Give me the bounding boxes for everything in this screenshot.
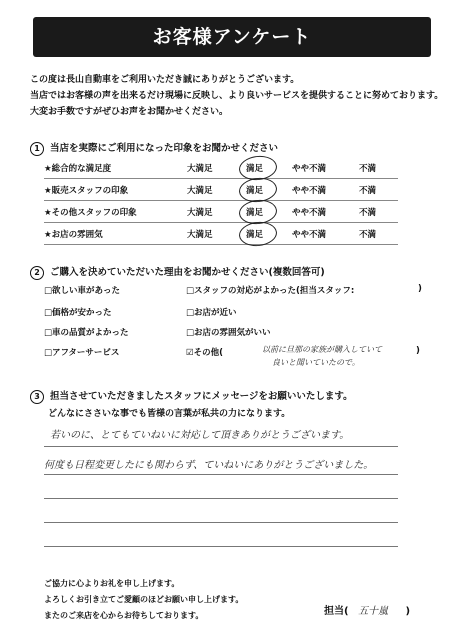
message-ruled-line [44,498,398,499]
reason-checkbox-atmosphere[interactable]: □お店の雰囲気がいい [186,328,271,338]
other-paren-close: ) [416,346,420,356]
message-ruled-line [44,546,398,547]
closing-line: ご協力に心よりお礼を申し上げます。 [44,579,180,588]
reason-checkbox-wanted-car[interactable]: □欲しい車があった [44,286,120,296]
choice-satisfied-selected[interactable]: 満足 [246,208,264,218]
q3-number: 3 [30,390,44,404]
closing-text [44,576,243,624]
choice-satisfied-selected[interactable]: 満足 [246,164,264,174]
message-ruled-line [44,522,398,523]
message-line-1: 若いのに、とてもていねいに対応して頂きありがとうございます。 [50,430,350,441]
choice-satisfied-selected[interactable]: 満足 [246,230,264,240]
message-ruled-line [44,446,398,447]
q3-subheading: どんなにささいな事でも皆様の言葉が私共の力になります。 [48,409,291,419]
rating-label: ★販売スタッフの印象 [44,186,129,196]
choice-very-satisfied[interactable]: 大満足 [187,164,213,174]
choice-dissatisfied[interactable]: 不満 [359,164,377,174]
rating-label: ★総合的な満足度 [44,164,112,174]
choice-dissatisfied[interactable]: 不満 [359,186,377,196]
choice-somewhat-dissatisfied[interactable]: やや不満 [292,208,327,218]
intro-line: 当店ではお客様の声を出来るだけ現場に反映し、より良いサービスを提供することに努めております。 [30,91,444,101]
other-reason-text-line1: 以前に旦那の家族が購入していて [262,345,382,354]
rating-row-atmosphere [44,222,398,245]
choice-somewhat-dissatisfied[interactable]: やや不満 [292,186,327,196]
reason-checkbox-other-checked[interactable]: ☑その他( [186,348,224,358]
rating-label: ★お店の雰囲気 [44,230,103,240]
q2-heading [30,264,325,280]
choice-somewhat-dissatisfied[interactable]: やや不満 [292,164,327,174]
staff-signature [324,602,410,617]
q1-heading-text: 当店を実際にご利用になった印象をお聞かせください [50,143,279,154]
staff-paren-close: ) [405,606,411,617]
staff-label: 担当( [324,606,349,617]
reason-checkbox-staff[interactable]: □スタッフの対応がよかった(担当スタッフ: [186,286,355,296]
choice-satisfied-selected[interactable]: 満足 [246,186,264,196]
rating-row-sales-staff [44,178,398,201]
message-ruled-line [44,474,398,475]
staff-paren-close: ) [418,284,422,294]
choice-very-satisfied[interactable]: 大満足 [187,186,213,196]
reason-checkbox-quality[interactable]: □車の品質がよかった [44,328,129,338]
other-reason-text-line2: 良いと聞いていたので。 [272,358,360,367]
q3-heading [30,388,353,404]
rating-row-overall [44,156,398,179]
closing-line: またのご来店を心からお待ちしております。 [44,611,204,620]
reason-checkbox-nearby[interactable]: □お店が近い [186,308,237,318]
choice-dissatisfied[interactable]: 不満 [359,230,377,240]
choice-dissatisfied[interactable]: 不満 [359,208,377,218]
intro-line: 大変お手数ですがぜひお声をお聞かせください。 [30,107,229,117]
reason-checkbox-price[interactable]: □価格が安かった [44,308,112,318]
staff-name: 五十嵐 [358,606,389,617]
intro-line: この度は長山自動車をご利用いただき誠にありがとうございます。 [30,75,300,85]
reason-checkbox-after-service[interactable]: □アフターサービス [44,348,120,358]
choice-somewhat-dissatisfied[interactable]: やや不満 [292,230,327,240]
q1-number: 1 [30,142,44,156]
survey-title: お客様アンケート [33,17,431,57]
choice-very-satisfied[interactable]: 大満足 [187,208,213,218]
q2-number: 2 [30,266,44,280]
closing-line: よろしくお引き立てご愛顧のほどお願い申し上げます。 [44,595,244,604]
rating-label: ★その他スタッフの印象 [44,208,137,218]
q1-heading [30,140,278,156]
q3-heading-text: 担当させていただきましたスタッフにメッセージをお願いいたします。 [50,391,353,402]
rating-row-other-staff [44,200,398,223]
q2-heading-text: ご購入を決めていただいた理由をお聞かせください(複数回答可) [50,267,325,278]
choice-very-satisfied[interactable]: 大満足 [187,230,213,240]
message-line-2: 何度も日程変更したにも関わらず、ていねいにありがとうございました。 [44,460,374,471]
intro-text [30,72,443,120]
